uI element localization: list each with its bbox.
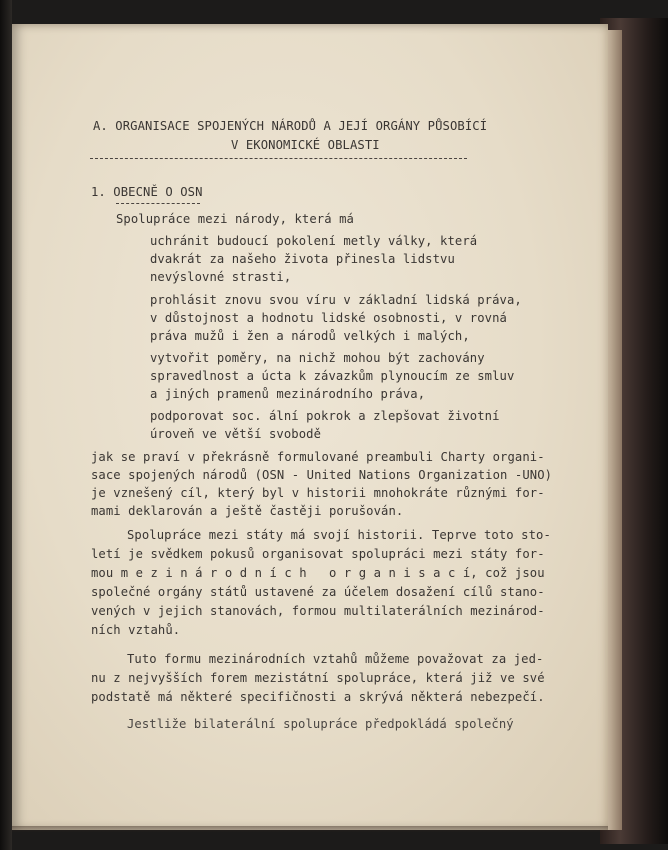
section-title-underline xyxy=(116,203,200,204)
body-line: sace spojených národů (OSN - United Nations Organization -UNO) xyxy=(91,468,553,482)
quote-line: spravedlnost a úcta k závazkům plynoucím ze smluv xyxy=(150,369,515,383)
body-line: nu z nejvyšších forem mezistátní spolupráce, která již ve své xyxy=(91,671,545,685)
body-line: vených v jejich stanovách, formou multilaterálních mezinárod- xyxy=(91,604,545,618)
quote-line: a jiných pramenů mezinárodního práva, xyxy=(150,387,426,401)
heading-underline xyxy=(90,158,467,159)
heading-line-2: V EKONOMICKÉ OBLASTI xyxy=(231,138,380,152)
document-page xyxy=(12,24,608,830)
body-line: podstatě má některé specifičnosti a skrývá některá nebezpečí. xyxy=(91,690,545,704)
body-line: jak se praví v překrásně formulované preambuli Charty organi- xyxy=(91,450,545,464)
quote-line: nevýslovné strasti, xyxy=(150,270,292,284)
book-spine-shadow xyxy=(0,0,12,850)
quote-line: podporovat soc. ální pokrok a zlepšovat životní xyxy=(150,409,500,423)
body-line: Jestliže bilaterální spolupráce předpokládá společný xyxy=(127,717,514,731)
body-line: mou m e z i n á r o d n í c h o r g a n i s a c í, což jsou xyxy=(91,566,545,580)
quote-line: dvakrát za našeho života přinesla lidstvu xyxy=(150,252,455,266)
quote-line: v důstojnost a hodnotu lidské osobnosti, v rovná xyxy=(150,311,507,325)
quote-line: vytvořit poměry, na nichž mohou být zachovány xyxy=(150,351,485,365)
quote-line: úroveň ve větší svobodě xyxy=(150,427,322,441)
intro-line: Spolupráce mezi národy, která má xyxy=(116,212,354,226)
page-bottom-shadow xyxy=(12,826,608,832)
body-line: ních vztahů. xyxy=(91,623,181,637)
quote-line: prohlásit znovu svou víru v základní lidská práva, xyxy=(150,293,522,307)
body-line: Spolupráce mezi státy má svojí historii. Teprve toto sto- xyxy=(127,528,551,542)
body-line: letí je svědkem pokusů organisovat spolupráci mezi státy for- xyxy=(91,547,545,561)
quote-line: práva mužů i žen a národů velkých i malých, xyxy=(150,329,470,343)
quote-line: uchránit budoucí pokolení metly války, která xyxy=(150,234,478,248)
heading-line-1: A. ORGANISACE SPOJENÝCH NÁRODŮ A JEJÍ ORGÁNY PŮSOBÍCÍ xyxy=(93,119,488,133)
body-line: mami deklarován a ještě častěji porušován. xyxy=(91,504,404,518)
body-line: Tuto formu mezinárodních vztahů můžeme považovat za jed- xyxy=(127,652,544,666)
body-line: je vznešený cíl, který byl v historii mnohokráte různými for- xyxy=(91,486,545,500)
section-title: 1. OBECNĚ O OSN xyxy=(91,185,203,199)
body-line: společné orgány států ustavené za účelem dosažení cílů stano- xyxy=(91,585,545,599)
